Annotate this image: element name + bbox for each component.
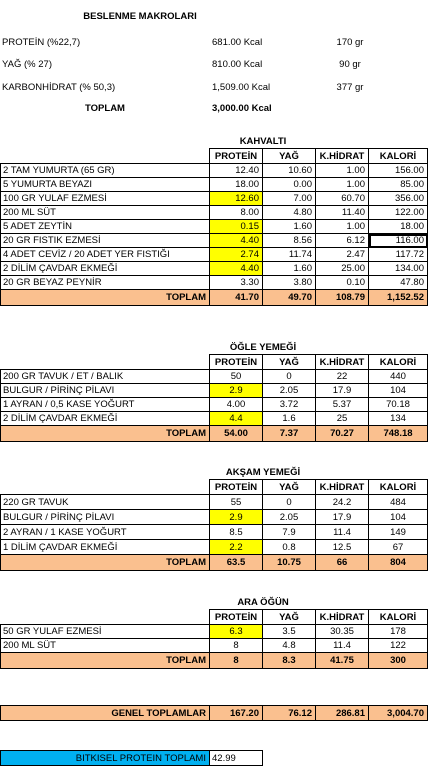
total-fat: 7.37 — [263, 426, 316, 442]
carb-value: 60.70 — [316, 192, 369, 206]
fat-value: 1.60 — [263, 262, 316, 276]
carb-value: 17.9 — [316, 384, 369, 398]
protein-value: 2.9 — [210, 384, 263, 398]
food-name: 2 AYRAN / 1 KASE YOĞURT — [0, 525, 210, 540]
aksam-header-spacer — [0, 479, 210, 495]
ogle-food-row — [0, 412, 428, 426]
total-label: TOPLAM — [0, 555, 210, 571]
header-cal: KALORİ — [369, 609, 428, 625]
aksam-food-row — [0, 510, 428, 525]
carb-value: 22 — [316, 370, 369, 384]
macros-title-row — [0, 8, 428, 24]
genel-total-label: GENEL TOPLAMLAR — [0, 705, 210, 721]
kahvalti-food-row — [0, 234, 428, 248]
header-fat: YAĞ — [263, 479, 316, 495]
total-fat: 49.70 — [263, 290, 316, 306]
fat-value: 7.00 — [263, 192, 316, 206]
calorie-value: 178 — [369, 625, 428, 639]
protein-value: 2.74 — [210, 248, 263, 262]
protein-value: 12.40 — [210, 164, 263, 178]
protein-value: 8.00 — [210, 206, 263, 220]
ara-spacer — [0, 595, 210, 609]
macro-gr: 90 gr — [339, 58, 361, 70]
ogle-header-spacer — [0, 354, 210, 370]
macro-gr: 377 gr — [336, 81, 364, 93]
total-calorie: 804 — [369, 555, 428, 571]
calorie-value: 67 — [369, 540, 428, 555]
carb-value: 1.00 — [316, 220, 369, 234]
carb-value: 25 — [316, 412, 369, 426]
protein-value: 12.60 — [210, 192, 263, 206]
calorie-value: 149 — [369, 525, 428, 540]
ogle-food-row — [0, 384, 428, 398]
fat-value: 2.05 — [263, 384, 316, 398]
header-cal: KALORİ — [369, 354, 428, 370]
ara-total-row — [0, 653, 428, 669]
fat-value: 0.8 — [263, 540, 316, 555]
aksam-food-row — [0, 525, 428, 540]
protein-value: 4.4 — [210, 412, 263, 426]
calorie-value: 18.00 — [369, 220, 428, 234]
ara-food-row — [0, 625, 428, 639]
kahvalti-total-row — [0, 290, 428, 306]
macro-total-label: TOPLAM — [85, 102, 125, 114]
header-fat: YAĞ — [263, 609, 316, 625]
header-protein: PROTEİN — [210, 354, 263, 370]
macro-kcal: 681.00 Kcal — [212, 36, 263, 48]
protein-value: 3.30 — [210, 276, 263, 290]
protein-value: 4.40 — [210, 234, 263, 248]
food-name: 5 ADET ZEYTİN — [0, 220, 210, 234]
kahvalti-title: KAHVALTI — [239, 135, 287, 147]
ara-title-row — [0, 595, 428, 609]
ara-header-row — [0, 609, 428, 625]
calorie-value: 440 — [369, 370, 428, 384]
bitkisel-value: 42.99 — [210, 750, 263, 766]
kahvalti-food-row — [0, 220, 428, 234]
kahvalti-food-row — [0, 248, 428, 262]
macros-title: BESLENME MAKROLARI — [83, 10, 197, 22]
header-carb: K.HİDRAT — [316, 479, 369, 495]
header-protein: PROTEİN — [210, 148, 263, 164]
fat-value: 7.9 — [263, 525, 316, 540]
food-name: 200 ML SÜT — [0, 639, 210, 653]
aksam-title-row — [0, 465, 428, 479]
calorie-value: 356.00 — [369, 192, 428, 206]
genel-total-protein: 167.20 — [210, 705, 263, 721]
total-label: TOPLAM — [0, 426, 210, 442]
fat-value: 4.80 — [263, 206, 316, 220]
header-fat: YAĞ — [263, 354, 316, 370]
calorie-value: 134 — [369, 412, 428, 426]
fat-value: 3.72 — [263, 398, 316, 412]
fat-value: 3.5 — [263, 625, 316, 639]
total-carb: 66 — [316, 555, 369, 571]
header-protein: PROTEİN — [210, 609, 263, 625]
carb-value: 30.35 — [316, 625, 369, 639]
total-carb: 108.79 — [316, 290, 369, 306]
food-name: 220 GR TAVUK — [0, 495, 210, 510]
calorie-value: 156.00 — [369, 164, 428, 178]
carb-value: 2.47 — [316, 248, 369, 262]
ogle-spacer — [0, 340, 210, 354]
fat-value: 0.00 — [263, 178, 316, 192]
macro-kcal: 1,509.00 Kcal — [212, 81, 271, 93]
protein-value: 4.40 — [210, 262, 263, 276]
macro-gr: 170 gr — [336, 36, 364, 48]
aksam-spacer — [0, 465, 210, 479]
macro-name: KARBONHİDRAT (% 50,3) — [2, 81, 116, 93]
header-carb: K.HİDRAT — [316, 354, 369, 370]
macro-total-value: 3,000.00 Kcal — [212, 102, 272, 114]
total-protein: 8 — [210, 653, 263, 669]
carb-value: 0.10 — [316, 276, 369, 290]
fat-value: 4.8 — [263, 639, 316, 653]
food-name: BULGUR / PİRİNÇ PİLAVI — [0, 384, 210, 398]
fat-value: 10.60 — [263, 164, 316, 178]
ogle-title-row — [0, 340, 428, 354]
fat-value: 1.6 — [263, 412, 316, 426]
total-carb: 41.75 — [316, 653, 369, 669]
calorie-value: 104 — [369, 384, 428, 398]
carb-value: 1.00 — [316, 178, 369, 192]
total-carb: 70.27 — [316, 426, 369, 442]
calorie-value: 116.00 — [369, 234, 428, 248]
protein-value: 8.5 — [210, 525, 263, 540]
fat-value: 8.56 — [263, 234, 316, 248]
kahvalti-food-row — [0, 262, 428, 276]
calorie-value: 117.72 — [369, 248, 428, 262]
fat-value: 0 — [263, 370, 316, 384]
food-name: 2 TAM YUMURTA (65 GR) — [0, 164, 210, 178]
kahvalti-food-row — [0, 206, 428, 220]
carb-value: 11.40 — [316, 206, 369, 220]
fat-value: 2.05 — [263, 510, 316, 525]
kahvalti-header-row — [0, 148, 428, 164]
carb-value: 11.4 — [316, 639, 369, 653]
fat-value: 11.74 — [263, 248, 316, 262]
calorie-value: 85.00 — [369, 178, 428, 192]
ara-header-spacer — [0, 609, 210, 625]
aksam-total-row — [0, 555, 428, 571]
calorie-value: 122 — [369, 639, 428, 653]
food-name: 1 DİLİM ÇAVDAR EKMEĞİ — [0, 540, 210, 555]
genel-total-fat: 76.12 — [263, 705, 316, 721]
calorie-value: 47.80 — [369, 276, 428, 290]
protein-value: 2.2 — [210, 540, 263, 555]
header-carb: K.HİDRAT — [316, 148, 369, 164]
carb-value: 6.12 — [316, 234, 369, 248]
food-name: 20 GR FISTIK EZMESİ — [0, 234, 210, 248]
ara-title: ARA ÖĞÜN — [237, 596, 289, 608]
ara-food-row — [0, 639, 428, 653]
protein-value: 6.3 — [210, 625, 263, 639]
food-name: BULGUR / PİRİNÇ PİLAVI — [0, 510, 210, 525]
ogle-food-row — [0, 370, 428, 384]
total-fat: 10.75 — [263, 555, 316, 571]
macro-row — [0, 32, 428, 52]
genel-total-row — [0, 705, 428, 721]
macro-name: PROTEİN (%22,7) — [2, 36, 81, 48]
carb-value: 5.37 — [316, 398, 369, 412]
macro-name: YAĞ (% 27) — [2, 58, 52, 70]
macro-total-row — [0, 100, 428, 116]
aksam-header-row — [0, 479, 428, 495]
kahvalti-food-row — [0, 276, 428, 290]
total-fat: 8.3 — [263, 653, 316, 669]
kahvalti-title-row — [0, 134, 428, 148]
fat-value: 3.80 — [263, 276, 316, 290]
food-name: 200 GR TAVUK / ET / BALIK — [0, 370, 210, 384]
food-name: 100 GR YULAF EZMESİ — [0, 192, 210, 206]
calorie-value: 70.18 — [369, 398, 428, 412]
aksam-title: AKŞAM YEMEĞİ — [225, 466, 301, 478]
total-label: TOPLAM — [0, 653, 210, 669]
calorie-value: 484 — [369, 495, 428, 510]
total-calorie: 300 — [369, 653, 428, 669]
food-name: 4 ADET CEVİZ / 20 ADET YER FISTIĞI — [0, 248, 210, 262]
protein-value: 0.15 — [210, 220, 263, 234]
calorie-value: 122.00 — [369, 206, 428, 220]
total-calorie: 748.18 — [369, 426, 428, 442]
total-calorie: 1,152.52 — [369, 290, 428, 306]
bitkisel-label: BITKISEL PROTEIN TOPLAMI — [0, 750, 210, 766]
food-name: 5 YUMURTA BEYAZI — [0, 178, 210, 192]
food-name: 200 ML SÜT — [0, 206, 210, 220]
aksam-food-row — [0, 495, 428, 510]
fat-value: 1.60 — [263, 220, 316, 234]
header-fat: YAĞ — [263, 148, 316, 164]
carb-value: 1.00 — [316, 164, 369, 178]
carb-value: 11.4 — [316, 525, 369, 540]
header-protein: PROTEİN — [210, 479, 263, 495]
protein-value: 18.00 — [210, 178, 263, 192]
protein-value: 50 — [210, 370, 263, 384]
food-name: 50 GR YULAF EZMESİ — [0, 625, 210, 639]
food-name: 2 DİLİM ÇAVDAR EKMEĞİ — [0, 262, 210, 276]
food-name: 20 GR BEYAZ PEYNİR — [0, 276, 210, 290]
macro-row — [0, 54, 428, 74]
carb-value: 24.2 — [316, 495, 369, 510]
ogle-title: ÖĞLE YEMEĞİ — [229, 341, 297, 353]
kahvalti-food-row — [0, 178, 428, 192]
genel-total-carb: 286.81 — [316, 705, 369, 721]
carb-value: 12.5 — [316, 540, 369, 555]
food-name: 2 DİLİM ÇAVDAR EKMEĞİ — [0, 412, 210, 426]
kahvalti-food-row — [0, 164, 428, 178]
macro-row — [0, 77, 428, 97]
ogle-total-row — [0, 426, 428, 442]
total-protein: 41.70 — [210, 290, 263, 306]
total-protein: 54.00 — [210, 426, 263, 442]
protein-value: 55 — [210, 495, 263, 510]
genel-total-calorie: 3,004.70 — [369, 705, 428, 721]
total-protein: 63.5 — [210, 555, 263, 571]
carb-value: 25.00 — [316, 262, 369, 276]
calorie-value: 134.00 — [369, 262, 428, 276]
ogle-header-row — [0, 354, 428, 370]
fat-value: 0 — [263, 495, 316, 510]
header-carb: K.HİDRAT — [316, 609, 369, 625]
header-cal: KALORİ — [369, 479, 428, 495]
aksam-food-row — [0, 540, 428, 555]
protein-value: 8 — [210, 639, 263, 653]
ogle-food-row — [0, 398, 428, 412]
calorie-value: 104 — [369, 510, 428, 525]
total-label: TOPLAM — [0, 290, 210, 306]
bitkisel-row — [0, 750, 428, 766]
food-name: 1 AYRAN / 0,5 KASE YOĞURT — [0, 398, 210, 412]
carb-value: 17.9 — [316, 510, 369, 525]
macro-kcal: 810.00 Kcal — [212, 58, 263, 70]
header-cal: KALORİ — [369, 148, 428, 164]
protein-value: 4.00 — [210, 398, 263, 412]
kahvalti-food-row — [0, 192, 428, 206]
protein-value: 2.9 — [210, 510, 263, 525]
